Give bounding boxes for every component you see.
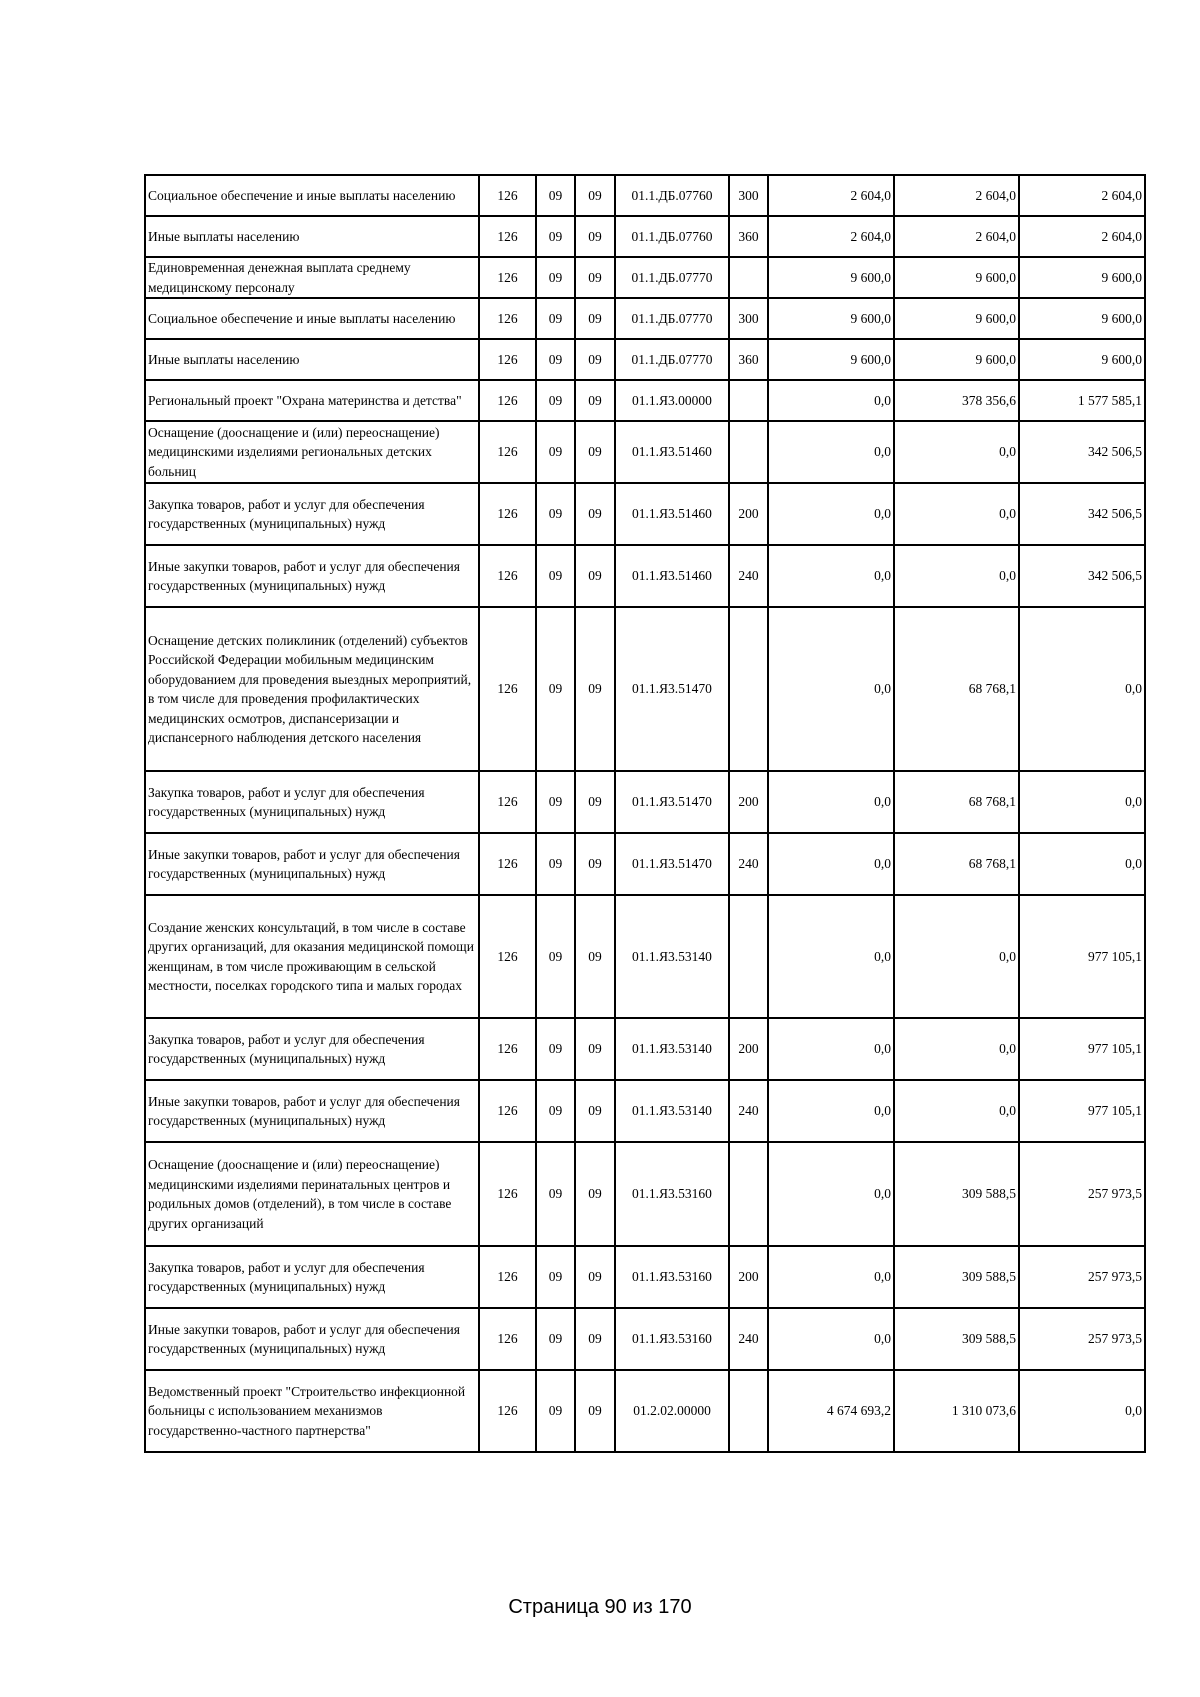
cell-name: Закупка товаров, работ и услуг для обеспечения государственных (муниципальных) нужд	[145, 771, 479, 833]
cell-amount-3: 342 506,5	[1019, 483, 1145, 545]
cell-expense-type	[729, 257, 768, 298]
cell-amount-3: 2 604,0	[1019, 175, 1145, 216]
cell-expense-type: 300	[729, 175, 768, 216]
cell-ministry-code: 126	[479, 1018, 536, 1080]
cell-amount-3: 9 600,0	[1019, 339, 1145, 380]
cell-expense-type: 200	[729, 771, 768, 833]
cell-expense-type	[729, 607, 768, 771]
cell-subsection: 09	[575, 1142, 615, 1246]
cell-amount-2: 9 600,0	[894, 339, 1019, 380]
cell-expense-type	[729, 421, 768, 483]
cell-subsection: 09	[575, 1018, 615, 1080]
table-row	[145, 421, 1145, 483]
cell-amount-3: 342 506,5	[1019, 545, 1145, 607]
cell-name: Иные закупки товаров, работ и услуг для обеспечения государственных (муниципальных) нужд	[145, 1080, 479, 1142]
cell-expense-type: 200	[729, 1246, 768, 1308]
cell-name: Иные закупки товаров, работ и услуг для обеспечения государственных (муниципальных) нужд	[145, 1308, 479, 1370]
cell-section: 09	[536, 545, 575, 607]
cell-amount-3: 977 105,1	[1019, 1080, 1145, 1142]
cell-subsection: 09	[575, 380, 615, 421]
cell-section: 09	[536, 216, 575, 257]
cell-amount-1: 9 600,0	[768, 257, 894, 298]
cell-amount-2: 309 588,5	[894, 1246, 1019, 1308]
cell-amount-3: 0,0	[1019, 1370, 1145, 1452]
table-row	[145, 483, 1145, 545]
cell-section: 09	[536, 1308, 575, 1370]
cell-amount-3: 0,0	[1019, 771, 1145, 833]
table-row	[145, 1246, 1145, 1308]
cell-name: Оснащение (дооснащение и (или) переоснащение) медицинскими изделиями региональных детских больниц	[145, 421, 479, 483]
cell-target-article: 01.1.Я3.53160	[615, 1308, 729, 1370]
cell-section: 09	[536, 175, 575, 216]
table-row	[145, 1018, 1145, 1080]
cell-amount-1: 0,0	[768, 1018, 894, 1080]
cell-amount-1: 0,0	[768, 1308, 894, 1370]
cell-amount-1: 0,0	[768, 833, 894, 895]
cell-subsection: 09	[575, 545, 615, 607]
cell-name: Иные выплаты населению	[145, 216, 479, 257]
cell-name: Закупка товаров, работ и услуг для обеспечения государственных (муниципальных) нужд	[145, 483, 479, 545]
cell-ministry-code: 126	[479, 833, 536, 895]
cell-amount-2: 9 600,0	[894, 298, 1019, 339]
cell-ministry-code: 126	[479, 298, 536, 339]
table-row	[145, 771, 1145, 833]
cell-target-article: 01.1.ДБ.07760	[615, 216, 729, 257]
cell-ministry-code: 126	[479, 483, 536, 545]
cell-subsection: 09	[575, 607, 615, 771]
cell-section: 09	[536, 1018, 575, 1080]
cell-name: Единовременная денежная выплата среднему медицинскому персоналу	[145, 257, 479, 298]
cell-subsection: 09	[575, 1308, 615, 1370]
cell-subsection: 09	[575, 175, 615, 216]
cell-amount-2: 68 768,1	[894, 607, 1019, 771]
cell-subsection: 09	[575, 257, 615, 298]
cell-amount-3: 0,0	[1019, 607, 1145, 771]
cell-section: 09	[536, 771, 575, 833]
cell-amount-3: 257 973,5	[1019, 1308, 1145, 1370]
cell-amount-3: 9 600,0	[1019, 257, 1145, 298]
cell-target-article: 01.1.ДБ.07770	[615, 339, 729, 380]
cell-amount-2: 309 588,5	[894, 1142, 1019, 1246]
cell-amount-3: 977 105,1	[1019, 1018, 1145, 1080]
cell-amount-3: 257 973,5	[1019, 1246, 1145, 1308]
table-row	[145, 1142, 1145, 1246]
cell-amount-1: 0,0	[768, 483, 894, 545]
cell-amount-2: 2 604,0	[894, 216, 1019, 257]
cell-subsection: 09	[575, 895, 615, 1018]
cell-target-article: 01.1.Я3.51470	[615, 833, 729, 895]
cell-ministry-code: 126	[479, 1080, 536, 1142]
cell-target-article: 01.1.Я3.00000	[615, 380, 729, 421]
cell-expense-type: 240	[729, 1080, 768, 1142]
cell-amount-2: 0,0	[894, 895, 1019, 1018]
cell-subsection: 09	[575, 1080, 615, 1142]
cell-section: 09	[536, 1370, 575, 1452]
cell-amount-2: 0,0	[894, 421, 1019, 483]
cell-expense-type: 360	[729, 339, 768, 380]
cell-name: Оснащение детских поликлиник (отделений) субъектов Российской Федерации мобильным медицинским оборудованием для проведения выездных мероприятий, в том числе для проведения профилактических медицинских осмотров, диспансеризации и диспансерного наблюдения детского населения	[145, 607, 479, 771]
cell-ministry-code: 126	[479, 1142, 536, 1246]
cell-amount-1: 9 600,0	[768, 339, 894, 380]
cell-name: Иные закупки товаров, работ и услуг для обеспечения государственных (муниципальных) нужд	[145, 545, 479, 607]
cell-ministry-code: 126	[479, 771, 536, 833]
cell-amount-2: 0,0	[894, 545, 1019, 607]
cell-target-article: 01.1.Я3.53140	[615, 895, 729, 1018]
cell-amount-1: 9 600,0	[768, 298, 894, 339]
table-row	[145, 1370, 1145, 1452]
cell-name: Региональный проект "Охрана материнства и детства"	[145, 380, 479, 421]
cell-amount-3: 342 506,5	[1019, 421, 1145, 483]
cell-section: 09	[536, 895, 575, 1018]
cell-target-article: 01.1.Я3.51470	[615, 771, 729, 833]
cell-amount-1: 0,0	[768, 421, 894, 483]
cell-subsection: 09	[575, 421, 615, 483]
cell-amount-2: 68 768,1	[894, 771, 1019, 833]
cell-amount-3: 977 105,1	[1019, 895, 1145, 1018]
cell-expense-type: 360	[729, 216, 768, 257]
cell-amount-3: 1 577 585,1	[1019, 380, 1145, 421]
cell-ministry-code: 126	[479, 380, 536, 421]
page-number: Страница 90 из 170	[508, 1596, 692, 1618]
cell-target-article: 01.2.02.00000	[615, 1370, 729, 1452]
cell-subsection: 09	[575, 483, 615, 545]
budget-table	[144, 174, 1146, 1453]
cell-target-article: 01.1.Я3.51460	[615, 483, 729, 545]
table-body	[145, 175, 1145, 1452]
cell-amount-2: 309 588,5	[894, 1308, 1019, 1370]
cell-amount-3: 0,0	[1019, 833, 1145, 895]
cell-subsection: 09	[575, 339, 615, 380]
cell-section: 09	[536, 833, 575, 895]
cell-amount-1: 0,0	[768, 607, 894, 771]
cell-section: 09	[536, 298, 575, 339]
cell-amount-3: 2 604,0	[1019, 216, 1145, 257]
cell-ministry-code: 126	[479, 895, 536, 1018]
cell-amount-2: 0,0	[894, 1018, 1019, 1080]
cell-amount-3: 9 600,0	[1019, 298, 1145, 339]
cell-amount-2: 1 310 073,6	[894, 1370, 1019, 1452]
cell-name: Социальное обеспечение и иные выплаты населению	[145, 298, 479, 339]
cell-ministry-code: 126	[479, 1246, 536, 1308]
cell-amount-2: 0,0	[894, 1080, 1019, 1142]
cell-target-article: 01.1.Я3.51460	[615, 421, 729, 483]
cell-expense-type	[729, 895, 768, 1018]
table-row	[145, 1308, 1145, 1370]
cell-expense-type	[729, 1142, 768, 1246]
cell-amount-1: 2 604,0	[768, 216, 894, 257]
cell-ministry-code: 126	[479, 216, 536, 257]
table-row	[145, 216, 1145, 257]
cell-section: 09	[536, 1080, 575, 1142]
cell-subsection: 09	[575, 771, 615, 833]
table-row	[145, 298, 1145, 339]
cell-target-article: 01.1.Я3.53160	[615, 1246, 729, 1308]
cell-target-article: 01.1.ДБ.07760	[615, 175, 729, 216]
table-row	[145, 380, 1145, 421]
cell-section: 09	[536, 483, 575, 545]
table-row	[145, 175, 1145, 216]
cell-target-article: 01.1.Я3.53140	[615, 1080, 729, 1142]
cell-amount-1: 4 674 693,2	[768, 1370, 894, 1452]
cell-name: Закупка товаров, работ и услуг для обеспечения государственных (муниципальных) нужд	[145, 1018, 479, 1080]
cell-section: 09	[536, 607, 575, 771]
cell-amount-1: 2 604,0	[768, 175, 894, 216]
cell-name: Ведомственный проект "Строительство инфекционной больницы с использованием механизмов государственно-частного партнерства"	[145, 1370, 479, 1452]
cell-ministry-code: 126	[479, 545, 536, 607]
cell-target-article: 01.1.Я3.53160	[615, 1142, 729, 1246]
cell-subsection: 09	[575, 216, 615, 257]
cell-amount-2: 68 768,1	[894, 833, 1019, 895]
cell-name: Создание женских консультаций, в том числе в составе других организаций, для оказания медицинской помощи женщинам, в том числе проживающим в сельской местности, поселках городского типа и малых городах	[145, 895, 479, 1018]
table-row	[145, 833, 1145, 895]
cell-expense-type: 240	[729, 833, 768, 895]
cell-amount-2: 9 600,0	[894, 257, 1019, 298]
table-row	[145, 257, 1145, 298]
table-row	[145, 895, 1145, 1018]
table-row	[145, 607, 1145, 771]
cell-name: Социальное обеспечение и иные выплаты населению	[145, 175, 479, 216]
cell-section: 09	[536, 339, 575, 380]
cell-amount-1: 0,0	[768, 1142, 894, 1246]
cell-amount-2: 378 356,6	[894, 380, 1019, 421]
cell-subsection: 09	[575, 1370, 615, 1452]
cell-expense-type: 300	[729, 298, 768, 339]
cell-amount-1: 0,0	[768, 895, 894, 1018]
cell-expense-type: 240	[729, 545, 768, 607]
cell-amount-1: 0,0	[768, 1080, 894, 1142]
table-row	[145, 545, 1145, 607]
cell-expense-type: 240	[729, 1308, 768, 1370]
cell-ministry-code: 126	[479, 257, 536, 298]
table-row	[145, 1080, 1145, 1142]
cell-ministry-code: 126	[479, 607, 536, 771]
cell-ministry-code: 126	[479, 175, 536, 216]
cell-section: 09	[536, 380, 575, 421]
cell-target-article: 01.1.ДБ.07770	[615, 257, 729, 298]
cell-amount-2: 2 604,0	[894, 175, 1019, 216]
cell-expense-type: 200	[729, 483, 768, 545]
cell-name: Оснащение (дооснащение и (или) переоснащение) медицинскими изделиями перинатальных центров и родильных домов (отделений), в том числе в составе других организаций	[145, 1142, 479, 1246]
cell-section: 09	[536, 1142, 575, 1246]
cell-amount-2: 0,0	[894, 483, 1019, 545]
cell-target-article: 01.1.Я3.51470	[615, 607, 729, 771]
cell-section: 09	[536, 421, 575, 483]
cell-expense-type	[729, 380, 768, 421]
cell-amount-1: 0,0	[768, 771, 894, 833]
cell-subsection: 09	[575, 833, 615, 895]
cell-expense-type: 200	[729, 1018, 768, 1080]
cell-ministry-code: 126	[479, 339, 536, 380]
cell-name: Иные выплаты населению	[145, 339, 479, 380]
cell-target-article: 01.1.Я3.51460	[615, 545, 729, 607]
cell-name: Иные закупки товаров, работ и услуг для обеспечения государственных (муниципальных) нужд	[145, 833, 479, 895]
cell-subsection: 09	[575, 298, 615, 339]
table-row	[145, 339, 1145, 380]
cell-name: Закупка товаров, работ и услуг для обеспечения государственных (муниципальных) нужд	[145, 1246, 479, 1308]
cell-section: 09	[536, 1246, 575, 1308]
cell-section: 09	[536, 257, 575, 298]
cell-ministry-code: 126	[479, 1308, 536, 1370]
cell-amount-1: 0,0	[768, 1246, 894, 1308]
cell-amount-1: 0,0	[768, 545, 894, 607]
cell-amount-3: 257 973,5	[1019, 1142, 1145, 1246]
cell-expense-type	[729, 1370, 768, 1452]
cell-ministry-code: 126	[479, 1370, 536, 1452]
cell-target-article: 01.1.Я3.53140	[615, 1018, 729, 1080]
cell-target-article: 01.1.ДБ.07770	[615, 298, 729, 339]
cell-amount-1: 0,0	[768, 380, 894, 421]
cell-ministry-code: 126	[479, 421, 536, 483]
cell-subsection: 09	[575, 1246, 615, 1308]
